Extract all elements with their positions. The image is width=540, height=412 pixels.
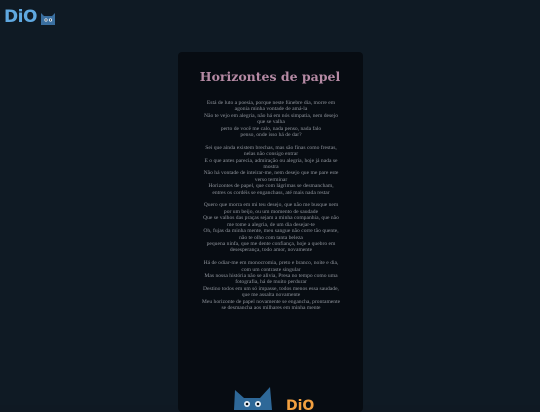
- poem-line: fotografia, há de muito perdurar: [235, 279, 307, 286]
- poem-line: Mas nossa história não se alivia, Presa no tempo como uma: [204, 272, 338, 279]
- poem-line: penso, onde isso há de dar?: [240, 132, 302, 139]
- poem-line: mostra: [263, 164, 279, 171]
- poem-title: [0, 69, 540, 84]
- logo-text: DiO: [4, 6, 37, 27]
- poem-stanza: [185, 100, 357, 138]
- poem-line: entres os cordéis se enganchass, até mais nada restar: [212, 189, 330, 196]
- site-logo[interactable]: [4, 5, 58, 29]
- poem-line: Não há vontade de inteirar-me, nem desejo que me pare este: [203, 170, 339, 177]
- poem-line: Que se valhos das praças sejam a minha companhia, que não: [203, 215, 339, 222]
- poem-line: verso terminar: [254, 176, 288, 183]
- poem-line: nelas não consigo entrar: [243, 151, 299, 158]
- poem-line: que me assalta novamente: [241, 292, 301, 299]
- poem-line: Sei que ainda existem brechas, mas são finas como frestas,: [205, 144, 337, 151]
- cat-mascot-icon: [234, 387, 272, 410]
- poem-stanza: [185, 202, 357, 253]
- poem-line: Oh, fujas da minha mente, meu sangue não corre tão quente,: [203, 228, 339, 235]
- poem-line: com um contraste singular: [241, 266, 301, 273]
- poem-line: não te olho com tanta beleza: [239, 234, 303, 241]
- poem-line: agonia minha vontade de amá-la: [234, 106, 308, 113]
- poem-title-text: Horizontes de papel: [199, 69, 341, 84]
- cat-mascot-icon: [38, 8, 58, 26]
- poem-line: Horizontes de papel, que com lágrimas se desmancham,: [208, 183, 334, 190]
- poem-line: perto de você me calo, nada penso, nada falo: [220, 125, 322, 132]
- poem-line: por um beijo, ou um momento de saudade: [223, 208, 319, 215]
- poem-line: Está de luto a poesia, porque neste fúnebre dia, morre em: [206, 100, 336, 106]
- poem-line: Há de odiar-me em monocromia, preto e branco, noite e dia,: [203, 260, 339, 267]
- poem-line: me tome a alegria, de um dia desejar-te: [227, 221, 315, 228]
- poem-body: [185, 100, 357, 318]
- poem-line: E o que antes parecia, admiração ou alegria, hoje já nada se: [204, 157, 338, 164]
- poem-line: Quero que morra em mi teu desejo, que não me busque nem: [203, 202, 339, 209]
- poem-line: que se valha: [257, 119, 285, 126]
- poem-line: Não te vejo em alegria, não há em nós simpatia, nem desejo: [203, 112, 339, 119]
- poem-stanza: [185, 145, 357, 196]
- poem-stanza: [185, 260, 357, 311]
- poem-line: Destino todos em um só impasse, todos menos essa saudade,: [203, 285, 339, 292]
- poem-line: Meu horizonte de papel novamente se engancha, prontamente: [201, 298, 341, 305]
- poem-line: desesperança, todo amor, novamente: [229, 247, 313, 254]
- footer-logo: [230, 380, 320, 410]
- poem-line: pequena ninfa, que me dente confiança, hoje a quebro em: [206, 240, 336, 247]
- poem-line: se desmancha aos milhares em minha mente: [221, 304, 321, 311]
- footer-logo-text: DiO: [286, 398, 315, 412]
